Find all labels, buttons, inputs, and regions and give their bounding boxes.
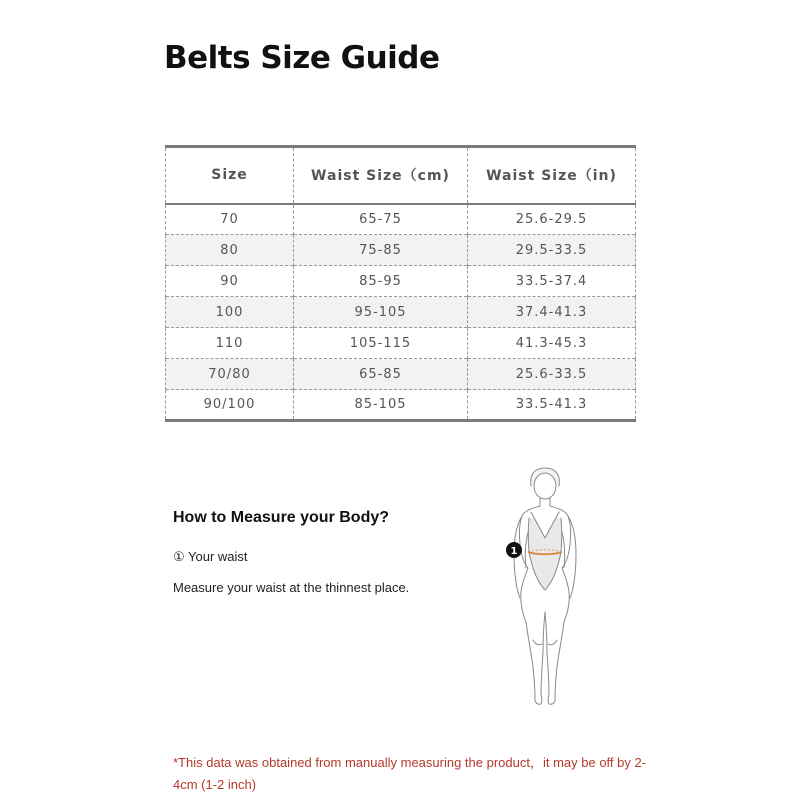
waist-item-label: ① Your waist bbox=[173, 549, 248, 564]
cell-size: 110 bbox=[166, 328, 294, 359]
female-body-outline-icon bbox=[495, 462, 595, 712]
table-row bbox=[166, 297, 636, 328]
table-row bbox=[166, 266, 636, 297]
cell-waist-cm: 65-75 bbox=[294, 204, 468, 235]
measure-heading: How to Measure your Body? bbox=[173, 509, 390, 526]
size-table bbox=[165, 145, 636, 422]
cell-waist-cm: 85-95 bbox=[294, 266, 468, 297]
cell-waist-cm: 85-105 bbox=[294, 390, 468, 421]
table-row bbox=[166, 359, 636, 390]
waist-item-description: Measure your waist at the thinnest place. bbox=[173, 580, 410, 595]
svg-text:1: 1 bbox=[510, 546, 518, 557]
cell-size: 90/100 bbox=[166, 390, 294, 421]
cell-waist-in: 41.3-45.3 bbox=[468, 328, 636, 359]
cell-size: 70 bbox=[166, 204, 294, 235]
cell-waist-cm: 65-85 bbox=[294, 359, 468, 390]
cell-waist-cm: 105-115 bbox=[294, 328, 468, 359]
header-size: Size bbox=[166, 147, 294, 204]
cell-waist-in: 29.5-33.5 bbox=[468, 235, 636, 266]
cell-waist-in: 37.4-41.3 bbox=[468, 297, 636, 328]
cell-size: 90 bbox=[166, 266, 294, 297]
table-row bbox=[166, 390, 636, 421]
cell-size: 70/80 bbox=[166, 359, 294, 390]
cell-size: 80 bbox=[166, 235, 294, 266]
cell-waist-cm: 75-85 bbox=[294, 235, 468, 266]
table-row bbox=[166, 328, 636, 359]
cell-size: 100 bbox=[166, 297, 294, 328]
cell-waist-in: 33.5-37.4 bbox=[468, 266, 636, 297]
disclaimer-note: *This data was obtained from manually measuring the product，it may be off by 2-4cm (1-2 inch) bbox=[173, 755, 647, 792]
table-row bbox=[166, 204, 636, 235]
cell-waist-in: 25.6-33.5 bbox=[468, 359, 636, 390]
header-waist-cm: Waist Size（cm) bbox=[294, 147, 468, 204]
waist-marker bbox=[506, 542, 522, 558]
cell-waist-in: 25.6-29.5 bbox=[468, 204, 636, 235]
page-title: Belts Size Guide bbox=[164, 40, 440, 76]
table-header-row bbox=[166, 147, 636, 204]
cell-waist-cm: 95-105 bbox=[294, 297, 468, 328]
cell-waist-in: 33.5-41.3 bbox=[468, 390, 636, 421]
header-waist-in: Waist Size（in) bbox=[468, 147, 636, 204]
table-row bbox=[166, 235, 636, 266]
